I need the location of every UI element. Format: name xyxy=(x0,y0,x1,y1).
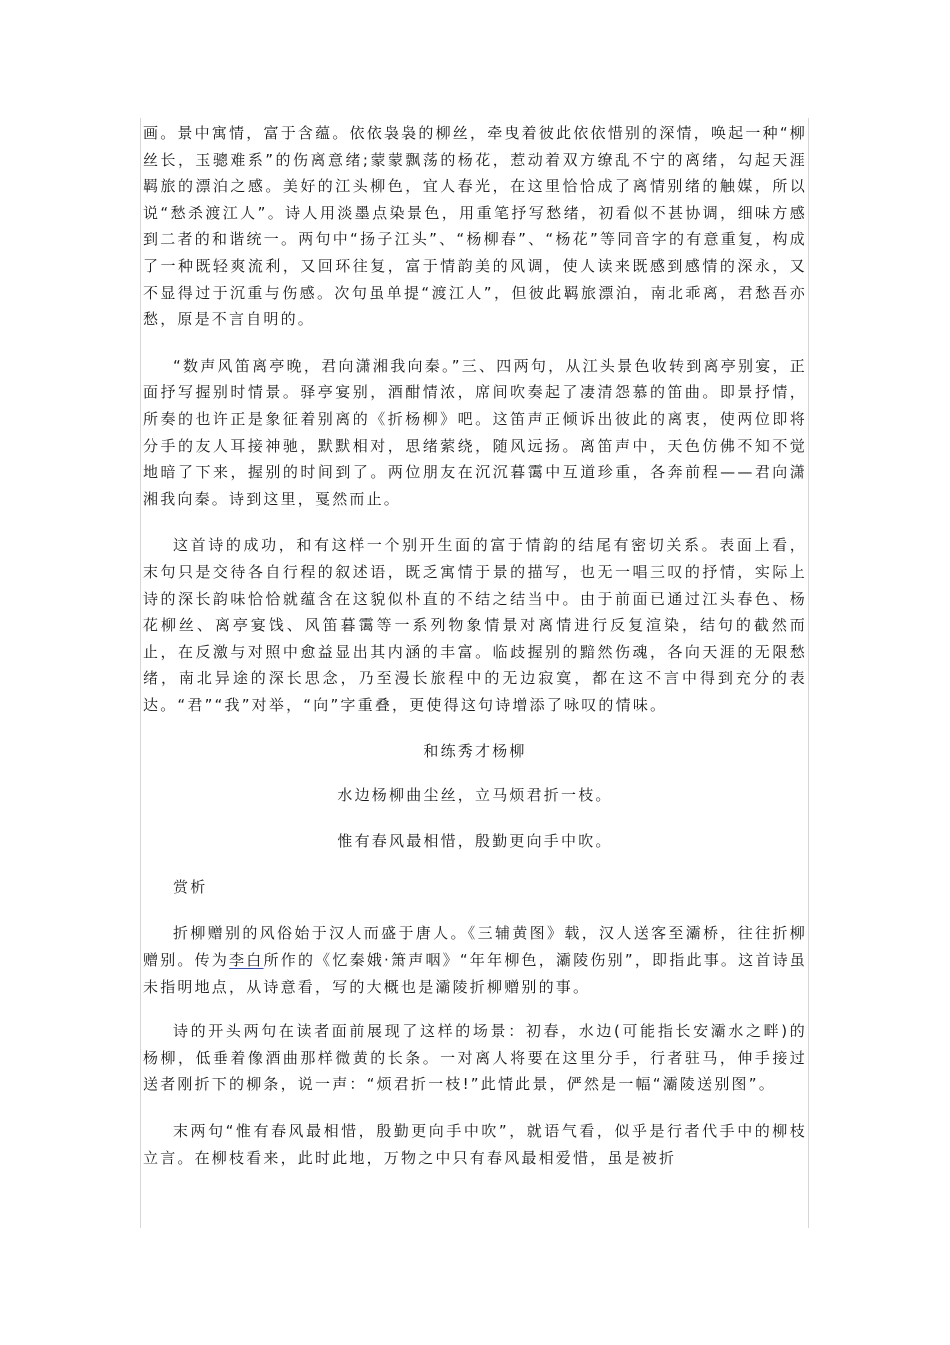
author-link[interactable]: 李白 xyxy=(229,951,264,970)
paragraph: 画。景中寓情，富于含蕴。依依袅袅的柳丝，牵曳着彼此依依惜别的深情，唤起一种“柳丝长，玉骢难系”的伤离意绪;蒙蒙飘荡的杨花，惹动着双方缭乱不宁的离绪，勾起天涯羁旅的漂泊之感。美好的江头柳色，宜人春光，在这里恰恰成了离情别绪的触媒，所以说“愁杀渡江人”。诗人用淡墨点染景色，用重笔抒写愁绪，初看似不甚协调，细味方感到二者的和谐统一。两句中“扬子江头”、“杨柳春”、“杨花”等同音字的有意重复，构成了一种既轻爽流利，又回环往复，富于情韵美的风调，使人读来既感到感情的深永，又不显得过于沉重与伤感。次句虽单提“渡江人”，但彼此羁旅漂泊，南北乖离，君愁吾亦愁，原是不言自明的。 xyxy=(143,124,807,329)
paragraph xyxy=(143,920,807,1000)
section-heading: 赏析 xyxy=(173,878,208,897)
paragraph: “数声风笛离亭晚，君向潇湘我向秦。”三、四两句，从江头景色收转到离亭别宴，正面抒写握别时情景。驿亭宴别，酒酣情浓，席间吹奏起了凄清怨慕的笛曲。即景抒情，所奏的也许正是象征着别离的《折杨柳》吧。这笛声正倾诉出彼此的离衷，使两位即将分手的友人耳接神驰，默默相对，思绪萦绕，随风远扬。离笛声中，天色仿佛不知不觉地暗了下来，握别的时间到了。两位朋友在沉沉暮霭中互道珍重，各奔前程——君向潇湘我向秦。诗到这里，戛然而止。 xyxy=(143,356,807,508)
document-body xyxy=(143,120,807,1171)
paragraph: 这首诗的成功，和有这样一个别开生面的富于情韵的结尾有密切关系。表面上看，末句只是交待各自行程的叙述语，既乏寓情于景的描写，也无一唱三叹的抒情，实际上诗的深长韵味恰恰就蕴含在这貌似朴直的不结之结当中。由于前面已通过江头春色、杨花柳丝、离亭宴饯、风笛暮霭等一系列物象情景对离情进行反复渲染，结句的截然而止，在反激与对照中愈益显出其内涵的丰富。临歧握别的黯然伤魂，各向天涯的无限愁绪，南北异途的深长思念，乃至漫长旅程中的无边寂寞，都在这不言中得到充分的表达。“君”“我”对举，“向”字重叠，更使得这句诗增添了咏叹的情味。 xyxy=(143,536,807,714)
paragraph-text: 折柳赠别的风俗始于汉人而盛于唐人。《三辅黄图》载，汉人送客至灞桥，往往折柳赠别。传为 xyxy=(143,924,807,970)
poem-line: 惟有春风最相惜，殷勤更向手中吹。 xyxy=(337,832,613,851)
paragraph-text: 所作的《忆秦娥·箫声咽》“年年柳色，灞陵伤别”，即指此事。这首诗虽未指明地点，从诗意看，写的大概也是灞陵折柳赠别的事。 xyxy=(143,951,807,996)
paragraph: 末两句“惟有春风最相惜，殷勤更向手中吹”，就语气看，似乎是行者代手中的柳枝立言。在柳枝看来，此时此地，万物之中只有春风最相爱惜，虽是被折 xyxy=(143,1122,807,1167)
paragraph: 诗的开头两句在读者面前展现了这样的场景：初春，水边(可能指长安灞水之畔)的杨柳，低垂着像酒曲那样微黄的长条。一对离人将要在这里分手，行者驻马，伸手接过送者刚折下的柳条，说一声：“烦君折一枝!”此情此景，俨然是一幅“灞陵送别图”。 xyxy=(143,1022,807,1094)
poem-title: 和练秀才杨柳 xyxy=(423,742,527,761)
poem-line: 水边杨柳曲尘丝，立马烦君折一枝。 xyxy=(337,786,613,805)
